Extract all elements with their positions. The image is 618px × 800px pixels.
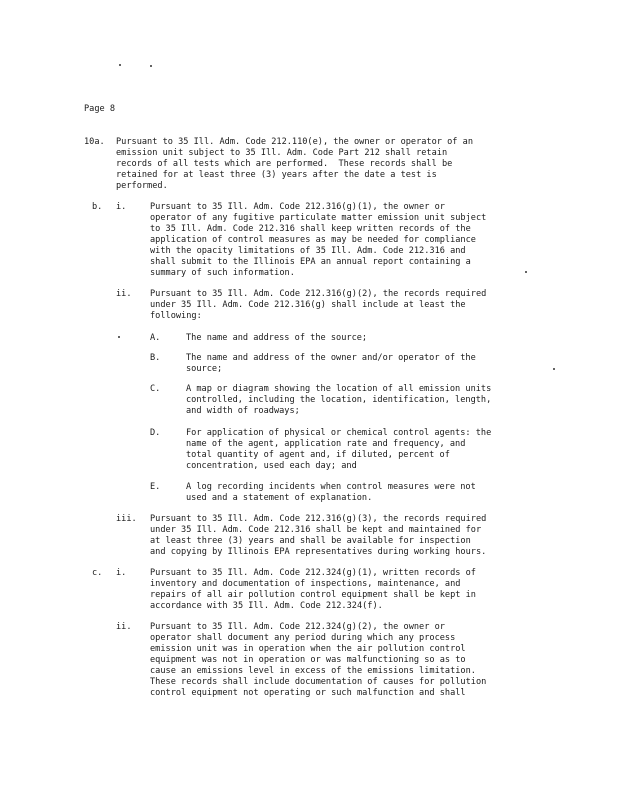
text-line: repairs of all air pollution control equipment shall be kept in <box>150 590 476 600</box>
text-line: under 35 Ill. Adm. Code 212.316(g) shall include at least the <box>150 300 466 310</box>
text-line: total quantity of agent and, if diluted, percent of <box>186 450 450 460</box>
item-label-c-i: i. <box>116 568 127 578</box>
page-number: Page 8 <box>84 104 116 114</box>
scan-speck <box>119 64 121 66</box>
item-label-b-iii: iii. <box>116 514 137 524</box>
item-label-b-ii: ii. <box>116 289 132 299</box>
item-label-B: B. <box>150 353 161 363</box>
text-line: emission unit was in operation when the air pollution control <box>150 644 466 654</box>
text-line: operator of any fugitive particulate matter emission unit subject <box>150 213 487 223</box>
text-line: cause an emissions level in excess of the emissions limitation. <box>150 666 476 676</box>
scan-speck <box>150 65 152 67</box>
text-line: For application of physical or chemical control agents: the <box>186 428 492 438</box>
text-line: name of the agent, application rate and frequency, and <box>186 439 466 449</box>
section-label-c: c. <box>92 568 103 578</box>
text-line: with the opacity limitations of 35 Ill. Adm. Code 212.316 and <box>150 246 466 256</box>
text-line: source; <box>186 364 223 374</box>
item-label-b-i: i. <box>116 202 127 212</box>
text-line: emission unit subject to 35 Ill. Adm. Code Part 212 shall retain <box>116 148 448 158</box>
text-line: These records shall include documentation of causes for pollution <box>150 677 487 687</box>
text-line: summary of such information. <box>150 268 295 278</box>
scan-speck <box>553 368 555 370</box>
item-label-D: D. <box>150 428 161 438</box>
text-line: concentration, used each day; and <box>186 461 357 471</box>
text-line: accordance with 35 Ill. Adm. Code 212.324(f). <box>150 601 383 611</box>
text-line: and copying by Illinois EPA representatives during working hours. <box>150 547 487 557</box>
item-label-E: E. <box>150 482 161 492</box>
text-line: shall submit to the Illinois EPA an annual report containing a <box>150 257 471 267</box>
scan-speck <box>118 336 120 338</box>
section-label-10a: 10a. <box>84 137 105 147</box>
text-line: performed. <box>116 181 168 191</box>
section-label-b: b. <box>92 202 103 212</box>
item-label-c-ii: ii. <box>116 622 132 632</box>
text-line: Pursuant to 35 Ill. Adm. Code 212.324(g)(1), written records of <box>150 568 476 578</box>
text-line: controlled, including the location, identification, length, <box>186 395 492 405</box>
text-line: inventory and documentation of inspections, maintenance, and <box>150 579 461 589</box>
text-line: records of all tests which are performed. These records shall be <box>116 159 453 169</box>
text-line: Pursuant to 35 Ill. Adm. Code 212.316(g)(3), the records required <box>150 514 487 524</box>
text-line: and width of roadways; <box>186 406 300 416</box>
text-line: at least three (3) years and shall be available for inspection <box>150 536 471 546</box>
text-line: retained for at least three (3) years after the date a test is <box>116 170 437 180</box>
text-line: application of control measures as may be needed for compliance <box>150 235 476 245</box>
text-line: under 35 Ill. Adm. Code 212.316 shall be kept and maintained for <box>150 525 482 535</box>
text-line: control equipment not operating or such malfunction and shall <box>150 688 466 698</box>
scan-speck <box>525 271 527 273</box>
text-line: following: <box>150 311 202 321</box>
text-line: Pursuant to 35 Ill. Adm. Code 212.324(g)(2), the owner or <box>150 622 445 632</box>
item-label-C: C. <box>150 384 161 394</box>
text-line: Pursuant to 35 Ill. Adm. Code 212.316(g)(2), the records required <box>150 289 487 299</box>
text-line: operator shall document any period during which any process <box>150 633 456 643</box>
text-line: A log recording incidents when control measures were not <box>186 482 476 492</box>
text-line: Pursuant to 35 Ill. Adm. Code 212.110(e), the owner or operator of an <box>116 137 473 147</box>
text-line: equipment was not in operation or was malfunctioning so as to <box>150 655 466 665</box>
text-line: The name and address of the owner and/or operator of the <box>186 353 476 363</box>
text-line: to 35 Ill. Adm. Code 212.316 shall keep written records of the <box>150 224 471 234</box>
text-line: Pursuant to 35 Ill. Adm. Code 212.316(g)(1), the owner or <box>150 202 445 212</box>
text-line: used and a statement of explanation. <box>186 493 373 503</box>
item-label-A: A. <box>150 333 161 343</box>
text-line: The name and address of the source; <box>186 333 368 343</box>
text-line: A map or diagram showing the location of all emission units <box>186 384 492 394</box>
